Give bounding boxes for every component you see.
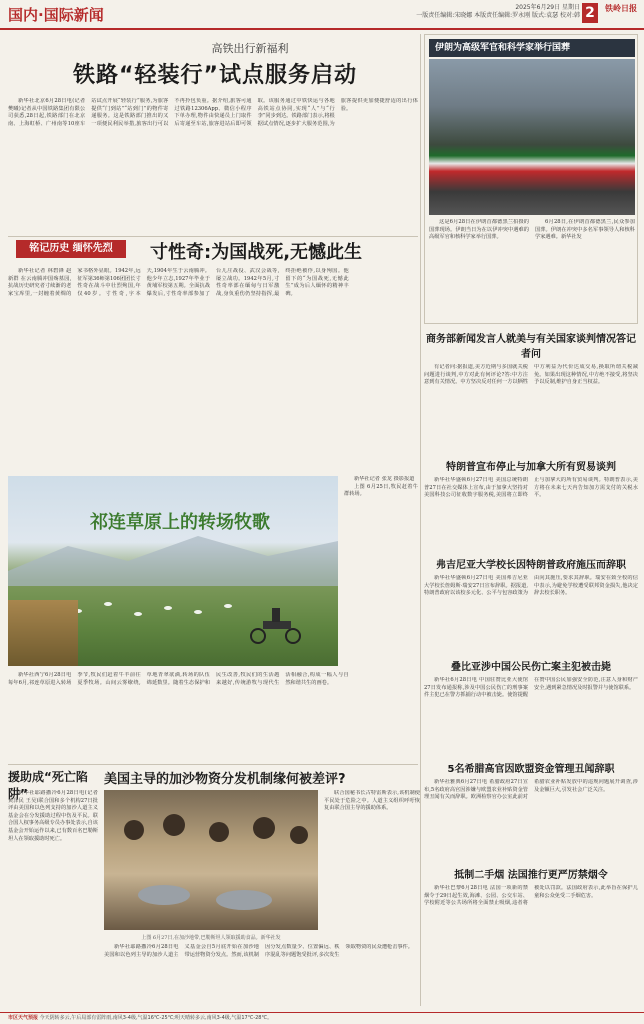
story2-body [8, 268, 418, 468]
aid-trap-body [8, 790, 98, 1010]
brief-headline: 特朗普宣布停止与加拿大所有贸易谈判 [446, 462, 616, 473]
iran-funeral-caption-b [535, 219, 635, 319]
top-story-paragraph: 新华社北京6月28日电(记者 樊曦)记者从中国铁路集团有限公司获悉,28日起,铁路部门在北京南、上海虹桥、广州南等10座车站试点开展“轻装行”服务,为旅客提供“门到站”“站到门”的物件寄递服务。这是铁路部门推出的又一项便民利民举措,旅客出行可以不再拎包负重。据介绍,旅客可通过铁路12306App、微信小程序下单办理,物件由快递员上门取件后寄递至车站,旅客进站后即可领取。该服务通过中铁快运与各地高铁站点协同,实现“人”与“行李”同步到达。铁路部门表示,将根据试点情况,逐步扩大服务范围,为旅客提供更加便捷舒适的出行体验。 [8, 98, 418, 127]
gaza-aid-right-text [324, 790, 420, 940]
brief-body [424, 575, 638, 653]
story2-headline: 寸性奇:为国战死,无憾此生 [150, 242, 363, 263]
brief-paragraph: 新华社6月28日电 中国驻赞比亚大使馆27日发布通报称,涉及中国公民伤亡的刑事案件主犯已在警方抓捕行动中被击毙。使馆提醒在赞中国公民加强安全防范,注意人身和财产安全,遇到紧急情况及时报警并与使馆联系。 [424, 677, 638, 699]
gaza-aid-paragraph: 新华社耶路撒冷6月28日电 美国和以色列主导的加沙人道主义基金会自5月底开始在加沙地带运营物资分发点。然而,该机制因分发点数量少、位置偏远、秩序混乱等问题饱受批评,多次发生领取物资的民众遭枪击事件。 [104, 944, 413, 958]
aid-trap-paragraph: 新华社耶路撒冷6月28日电(记者 黄泽民 王吴)联合国和多个机构27日批评由美国和以色列支持的加沙人道主义基金会在分发援助过程中伤及平民。联合国人权事务高级专员办事处表示,自该基金会开始运作以来,已有数百名巴勒斯坦人在领取援助时死亡。 [8, 790, 98, 842]
brief-trump-canada [424, 458, 638, 550]
section-title: 国内·国际新闻 [8, 6, 104, 24]
divider [8, 764, 418, 765]
grassland-credit: 新华社记者 张龙 摄影报道 [354, 476, 415, 482]
brief-paragraph: 新华社巴黎6月28日电 法国一项新的禁烟令于29日起生效,海滩、公园、公交车站、学校附近等公共场所将全面禁止吸烟,违者将被处以罚款。法国政府表示,此举旨在保护儿童和公众免受二手烟危害。 [424, 885, 638, 907]
caption-text: 这是6月28日在伊朗首都德黑兰拍摄的国葬现场。伊朗当日为在以伊冲突中遇难的高级军官和核科学家举行国葬。 [429, 219, 529, 241]
iran-funeral-photo [429, 59, 635, 215]
top-story-headline: 铁路“轻装行”试点服务启动 [73, 63, 357, 88]
brief-commerce [424, 330, 638, 454]
weather-label: 市区天气预报 [8, 1015, 39, 1021]
brief-virginia [424, 556, 638, 652]
top-story-body [8, 98, 418, 240]
brief-paragraph: 有记者问:据报道,美方近期与多国就关税问题进行谈判,中方对此有何评论?答:中方注意到有关情况。中方坚决反对任何一方以牺牲中方利益为代价达成交易,换取所谓关税减免。如果出现这种情况,中方绝不接受,将坚决予以反制,维护自身正当权益。 [424, 364, 638, 386]
aid-trap-headline: 援助成“死亡陷阱” [8, 770, 88, 801]
edition-info [300, 4, 580, 20]
iran-funeral-title: 伊朗为高级军官和科学家举行国葬 [429, 39, 635, 57]
iran-funeral-feature [424, 34, 638, 324]
gaza-aid-caption: 上图 6月27日,在加沙地带,巴勒斯坦人领取援助食品。新华社发 [141, 935, 281, 941]
brief-headline: 抵制二手烟 法国推行更严厉禁烟令 [454, 870, 608, 881]
brief-body [424, 779, 638, 861]
brief-headline: 弗吉尼亚大学校长因特朗普政府施压而辞职 [436, 560, 626, 571]
grassland-title: 祁连草原上的转场牧歌 [90, 512, 270, 533]
weather-text: 今天阴转多云,午后局部有雷阵雨,南风3-4级,气温16℃-25℃;明天晴转多云,南风3-4级,气温17℃-28℃。 [39, 1015, 273, 1021]
brief-body [424, 885, 638, 1005]
edition-date: 2025年6月29日 星期日 [515, 4, 580, 11]
gaza-aid-headline: 美国主导的加沙物资分发机制缘何被差评? [104, 772, 346, 787]
brief-france [424, 866, 638, 1006]
brief-body [424, 677, 638, 755]
brief-headline: 商务部新闻发言人就美与有关国家谈判情况答记者问 [426, 334, 636, 360]
brief-body [424, 364, 638, 460]
caption-text: 6月28日,在伊朗首都德黑兰,民众参加国葬。伊朗在冲突中多名军事领导人和核科学家遇难。新华社发 [535, 219, 635, 241]
gaza-aid-right-paragraph: 联合国秘书长古特雷斯表示,该机制使平民处于危险之中。人道主义组织呼吁恢复由联合国主导的援助体系。 [324, 790, 420, 812]
editors-line: 一版责任编辑:宋晓娜 本版责任编辑:罗永刚 版式:袁瑟 校对:韩 [416, 12, 580, 19]
brief-zambia [424, 658, 638, 754]
brief-paragraph: 新华社华盛顿6月27日电 美国弗吉尼亚大学校长詹姆斯·瑞安27日宣布辞职。据报道,特朗普政府以该校多元化、公平与包容政策为由向其施压,要求其辞职。瑞安在致全校的信中表示,为避免学校遭受联邦资金损失,他决定辞去校长职务。 [424, 575, 638, 597]
gaza-aid-photo [104, 790, 318, 930]
brief-paragraph: 新华社华盛顿6月27日电 美国总统特朗普27日在社交媒体上宣布,由于加拿大坚持对美国科技公司征收数字服务税,美国将立即终止与加拿大的所有贸易谈判。特朗普表示,美方将在未来七天内告知加方需支付的关税水平。 [424, 477, 638, 499]
top-story-kicker: 高铁出行新福利 [211, 42, 289, 55]
grassland-paragraph: 新华社西宁6月28日电 每年6月,祁连草原进入转场季节,牧民们赶着牛羊前往夏季牧场。山间云雾缭绕,草地青翠欲滴,转场的队伍绵延数里。随着生态保护和民生改善,牧民们的生活越来越好,传统游牧与现代生活相融合,构成一幅人与自然和谐共生的画卷。 [8, 672, 349, 686]
story2-paragraph: 新华社记者 林碧锋 赵新群 在云南腾冲国殇墓园,抗战历史研究者寸续渐的老家宝库里,一封缠着黄绸的家书格外显眼。1942年,远征军第36师第106团团长寸性奇在战斗中壮烈殉国,年仅40岁。寸性奇,字本天,1904年生于云南腾冲。他少年立志,1927年毕业于黄埔军校第五期。全面抗战爆发后,寸性奇率部参加了台儿庄战役、武汉会战等,屡立战功。1942年5月,寸性奇率部在缅甸与日军激战,身负重伤仍坚持指挥,最终拒绝被俘,以身殉国。他留下的“为国战死,无憾此生”成为后人缅怀的精神丰碑。 [8, 268, 349, 297]
brief-headline: 5名希腊高官因欧盟资金管理丑闻辞职 [447, 764, 615, 775]
newspaper-logo: 铁岭日报 [605, 3, 637, 13]
brief-headline: 叠比亚涉中国公民伤亡案主犯被击毙 [451, 662, 611, 673]
grassland-side-photo [8, 600, 78, 666]
brief-body [424, 477, 638, 551]
column-divider [420, 34, 421, 1006]
gaza-crowd-illustration [104, 790, 318, 930]
brief-paragraph: 新华社雅典6月27日电 希腊政府27日宣布,5名政府高官因涉嫌与欧盟农业补贴资金管理丑闻有关而辞职。欧洲检察官办公室此前对希腊农业补贴发放中的违规问题展开调查,涉及金额巨大,引发社会广泛关注。 [424, 779, 638, 801]
page-number: 2 [582, 3, 598, 23]
iran-funeral-caption-a [429, 219, 529, 319]
weather-footer [0, 1012, 644, 1024]
grassland-side-caption: 上图 6月25日,牧民赶着牛群转场。 [344, 483, 418, 498]
grassland-body [8, 672, 418, 762]
grassland-right-text [344, 476, 418, 666]
story2-tag: 铭记历史 缅怀先烈 [16, 240, 126, 258]
gaza-aid-body [104, 944, 420, 1010]
page-header [0, 0, 644, 30]
brief-greece [424, 760, 638, 860]
divider [8, 236, 418, 237]
